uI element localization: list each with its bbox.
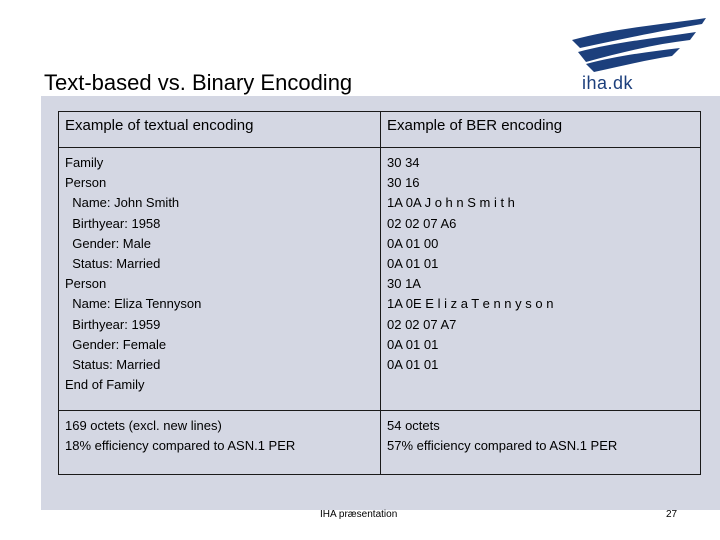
list-item: 0A 01 00 [387,235,439,251]
list-item: End of Family [65,377,145,393]
footer-text: IHA præsentation [320,509,398,520]
textual-encoding-cell [59,148,381,411]
efficiency-note: 57% efficiency compared to ASN.1 PER [387,438,618,454]
list-item: Status: Married [65,357,161,373]
table-header-row [59,112,701,148]
wing-logo-icon [556,10,708,80]
summary-row [59,411,701,475]
list-item: 02 02 07 A6 [387,215,457,231]
list-item: Person [65,276,107,292]
list-item: Name: John Smith [65,195,180,211]
list-item: 0A 01 01 [387,256,439,272]
list-item: Family [65,155,104,171]
list-item: Gender: Male [65,235,151,251]
efficiency-note: 18% efficiency compared to ASN.1 PER [65,438,296,454]
list-item: 02 02 07 A7 [387,316,457,332]
list-item: 30 34 [387,155,420,171]
header-textual: Example of textual encoding [59,112,381,148]
list-item: 30 1A [387,276,421,292]
list-item: Status: Married [65,256,161,272]
page-number: 27 [666,509,678,520]
table-row [59,148,701,411]
list-item: Gender: Female [65,336,167,352]
textual-summary-cell [59,411,381,475]
list-item: 1A 0A J o h n S m i t h [387,195,515,211]
octet-count: 169 octets (excl. new lines) [65,418,222,434]
slide-title: Text-based vs. Binary Encoding [44,70,353,95]
list-item: Person [65,175,107,191]
iha-logo [556,10,708,96]
octet-count: 54 octets [387,418,440,434]
list-item: Birthyear: 1958 [65,215,161,231]
list-item: Name: Eliza Tennyson [65,296,202,312]
list-item: Birthyear: 1959 [65,316,161,332]
encoding-comparison-table [58,111,701,475]
ber-summary-cell [381,411,701,475]
list-item: 0A 01 01 [387,336,439,352]
list-item: 1A 0E E l i z a T e n n y s o n [387,296,554,312]
ber-encoding-cell [381,148,701,411]
list-item: 30 16 [387,175,420,191]
list-item: 0A 01 01 [387,357,439,373]
header-ber: Example of BER encoding [381,112,701,148]
logo-text: iha.dk [582,73,634,93]
